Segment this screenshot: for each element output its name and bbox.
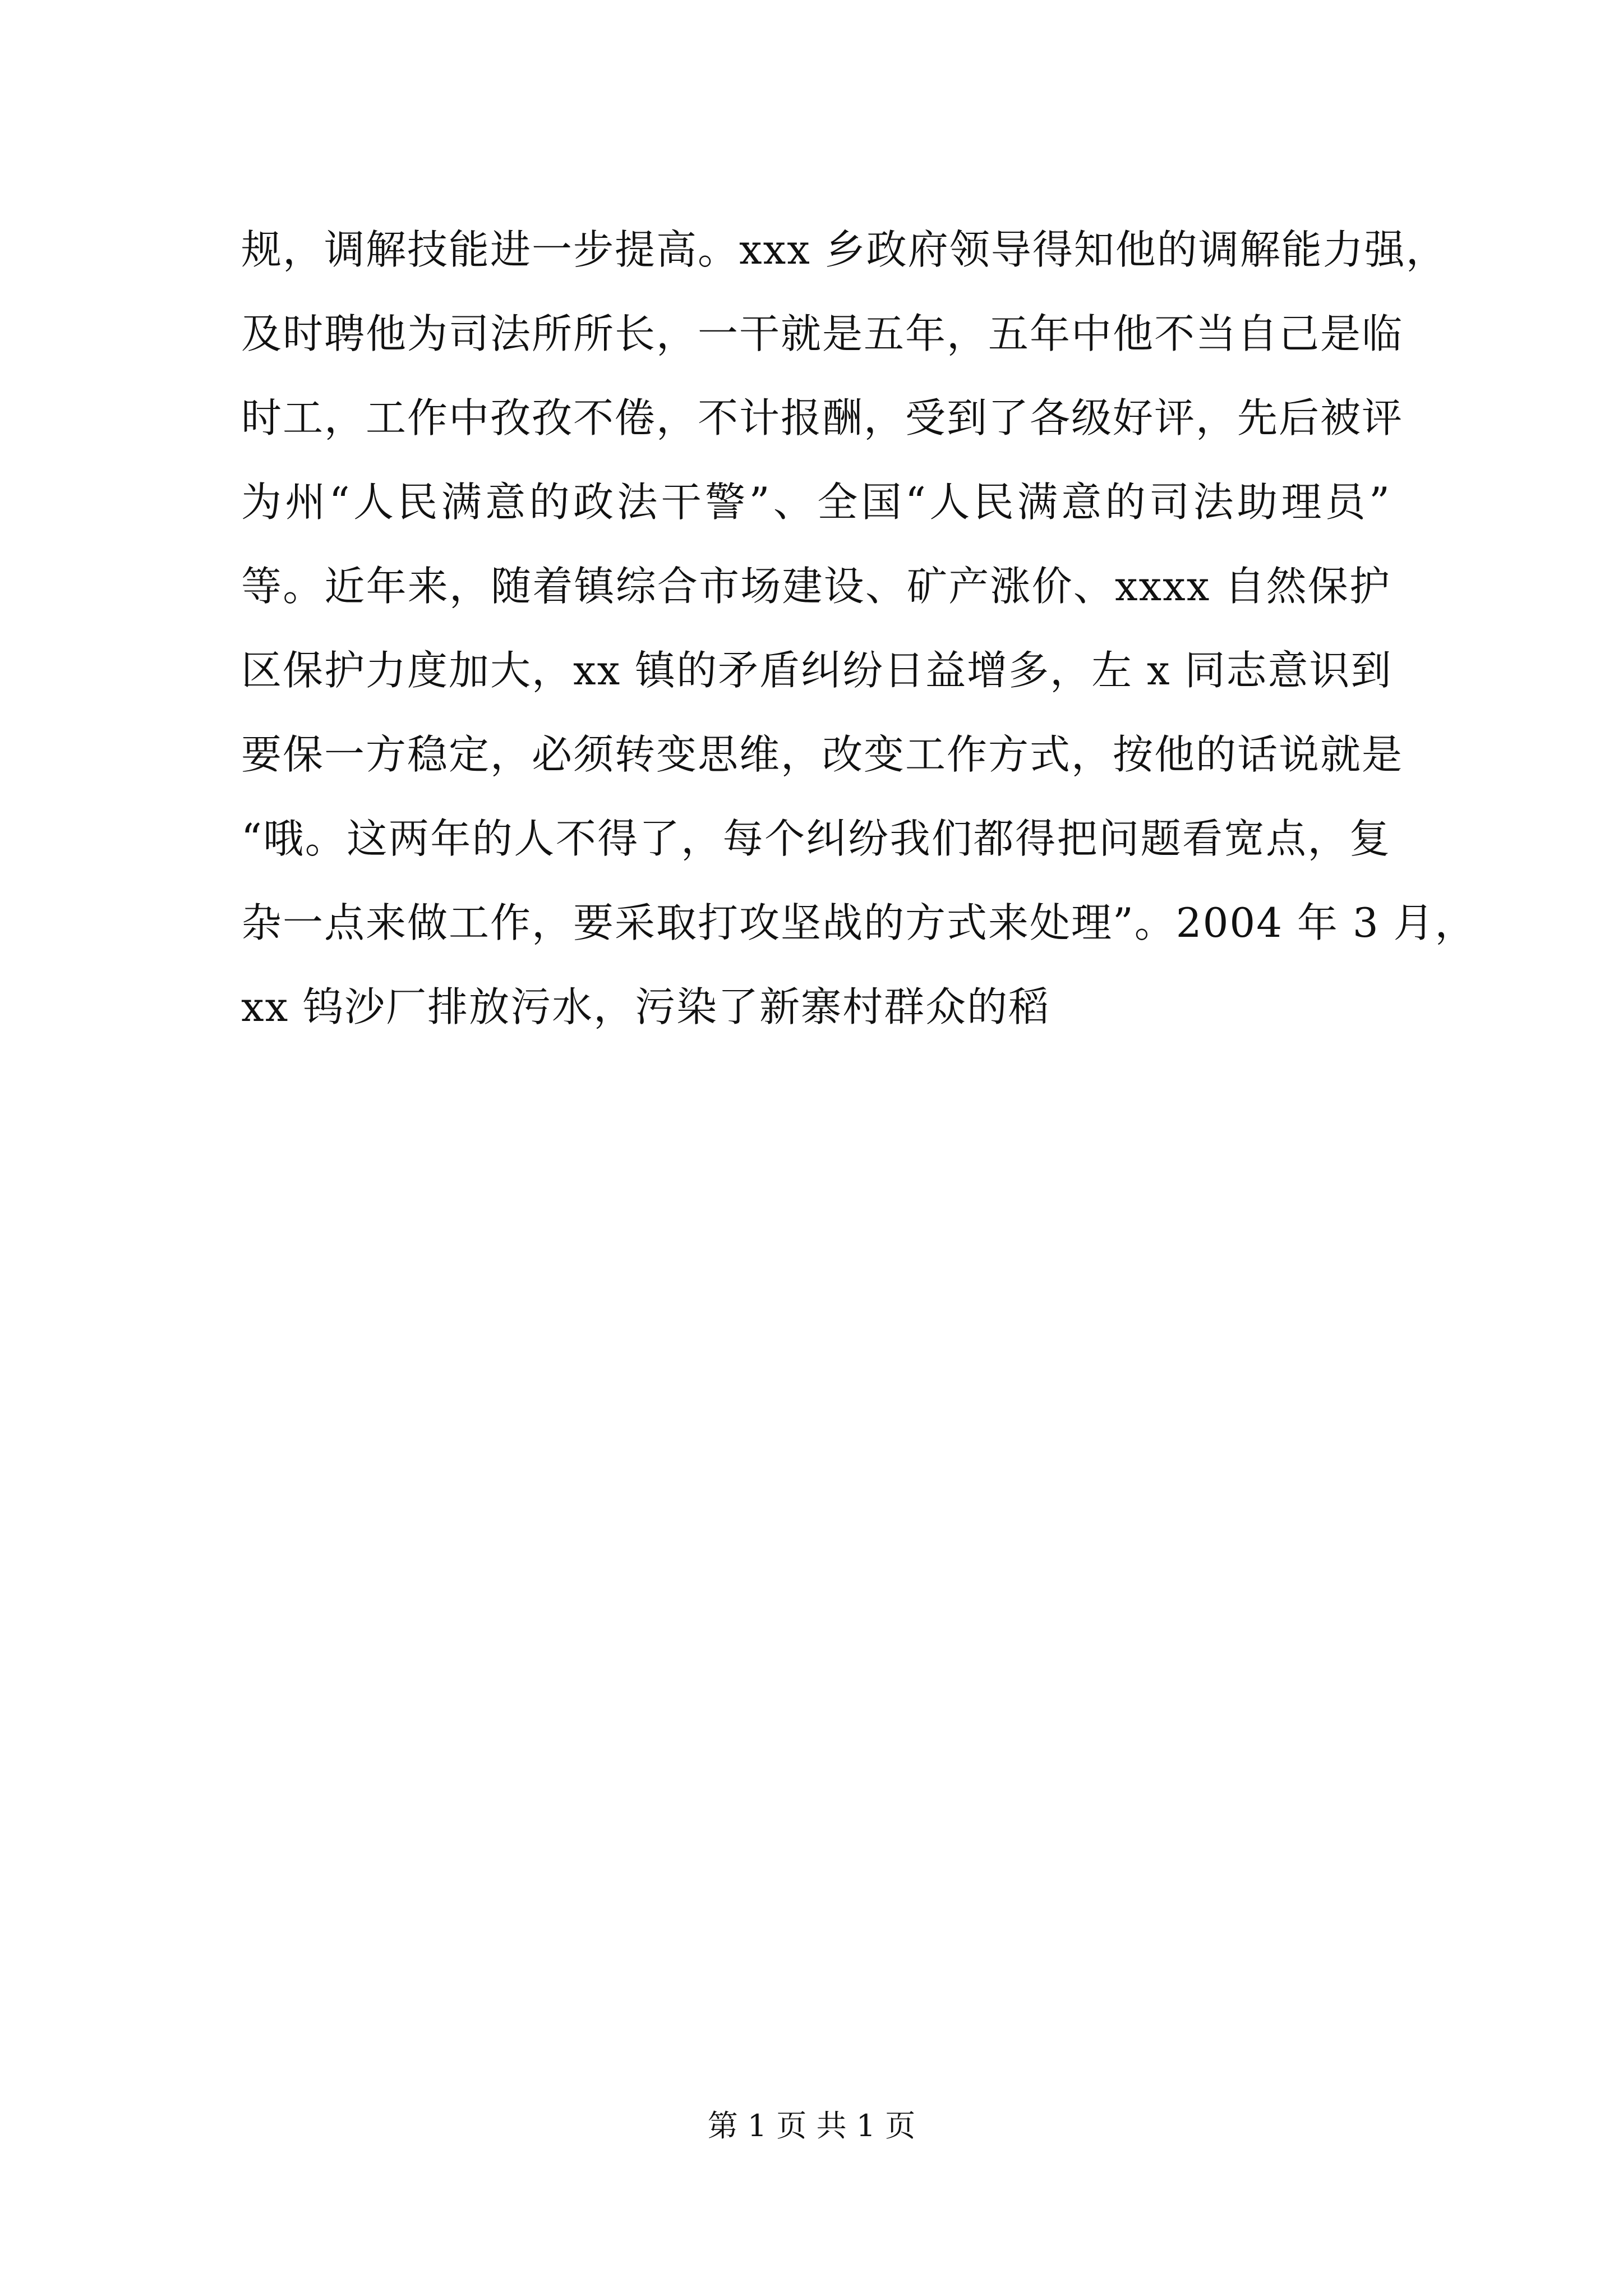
body-paragraph [241, 208, 1477, 1049]
text-line: 及时聘他为司法所所长，一干就是五年，五年中他不当自己是临 [241, 310, 1404, 357]
text-line-last: xx 钨沙厂排放污水，污染了新寨村群众的稻 [241, 983, 1050, 1030]
text-line: 规，调解技能进一步提高。xxx 乡政府领导得知他的调解能力强， [241, 226, 1447, 273]
text-line: 时工，工作中孜孜不倦，不计报酬，受到了各级好评，先后被评 [241, 394, 1404, 441]
text-line: “哦。这两年的人不得了，每个纠纷我们都得把问题看宽点，复 [241, 815, 1391, 862]
text-line: 等。近年来，随着镇综合市场建设、矿产涨价、xxxx 自然保护 [241, 563, 1391, 610]
page-footer: 第 1 页 共 1 页 [707, 2108, 916, 2143]
text-line: 区保护力度加大，xx 镇的矛盾纠纷日益增多，左 x 同志意识到 [241, 647, 1393, 694]
text-line: 为州“人民满意的政法干警”、全国“人民满意的司法助理员” [241, 478, 1391, 526]
text-line: 要保一方稳定，必须转变思维，改变工作方式，按他的话说就是 [241, 731, 1404, 778]
text-line: 杂一点来做工作，要采取打攻坚战的方式来处理”。2004 年 3 月， [241, 899, 1477, 946]
